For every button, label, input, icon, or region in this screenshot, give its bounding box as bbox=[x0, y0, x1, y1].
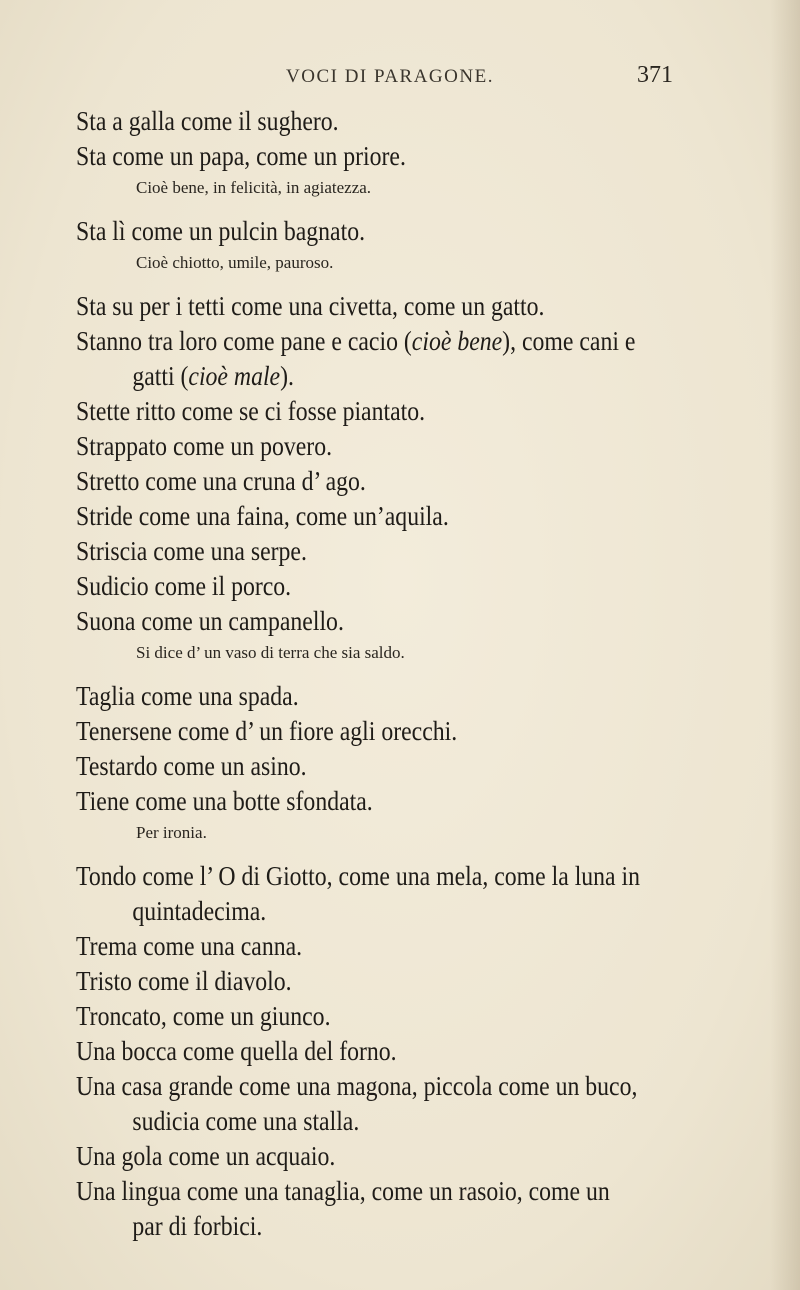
entry bbox=[76, 214, 683, 249]
entry-emphasis: cioè bene bbox=[411, 326, 503, 356]
entry-note: Per ironia. bbox=[136, 823, 207, 842]
entry-text: Testardo come un asino. bbox=[76, 751, 307, 781]
entry-text: gatti ( bbox=[132, 361, 189, 391]
entry-text: Sudicio come il porco. bbox=[76, 571, 292, 601]
page-number: 371 bbox=[637, 62, 673, 88]
entry-text: Sta come un papa, come un priore. bbox=[76, 141, 406, 171]
entry bbox=[76, 104, 683, 139]
entry-continuation: quintadecima. bbox=[132, 896, 267, 926]
entry-text: Suona come un campanello. bbox=[76, 606, 344, 636]
entry bbox=[76, 464, 683, 499]
entry-text: Una casa grande come una magona, piccola come un buco, bbox=[76, 1071, 638, 1101]
entry bbox=[76, 999, 683, 1034]
entry-text: Una lingua come una tanaglia, come un rasoio, come un bbox=[76, 1176, 610, 1206]
entry bbox=[76, 139, 683, 174]
entry bbox=[76, 929, 683, 964]
entry bbox=[76, 324, 683, 394]
entry bbox=[76, 534, 683, 569]
entry-text: Tenersene come d’ un fiore agli orecchi. bbox=[76, 716, 458, 746]
entry-text: Trema come una canna. bbox=[76, 931, 303, 961]
entry bbox=[76, 429, 683, 464]
entry bbox=[76, 714, 683, 749]
entry bbox=[76, 1174, 683, 1244]
entry-note: Si dice d’ un vaso di terra che sia saldo. bbox=[136, 643, 405, 662]
entry bbox=[76, 964, 683, 999]
entry bbox=[76, 859, 683, 929]
entry bbox=[76, 604, 683, 639]
running-head: VOCI DI PARAGONE. bbox=[286, 66, 494, 87]
entry-note: Cioè bene, in felicità, in agiatezza. bbox=[136, 178, 372, 197]
entry-text: Sta lì come un pulcin bagnato. bbox=[76, 216, 366, 246]
entry bbox=[76, 784, 683, 819]
entry-text: Tristo come il diavolo. bbox=[76, 966, 292, 996]
entry bbox=[76, 749, 683, 784]
entry bbox=[76, 289, 683, 324]
entry-text: Strappato come un povero. bbox=[76, 431, 333, 461]
entry-text: Sta su per i tetti come una civetta, come un gatto. bbox=[76, 291, 545, 321]
entry-continuation bbox=[76, 359, 683, 394]
entry-text: Sta a galla come il sughero. bbox=[76, 106, 339, 136]
entry-text: Troncato, come un giunco. bbox=[76, 1001, 331, 1031]
entry bbox=[76, 499, 683, 534]
entry-text: Taglia come una spada. bbox=[76, 681, 299, 711]
body-text bbox=[76, 104, 686, 1244]
entry-text: Una bocca come quella del forno. bbox=[76, 1036, 397, 1066]
entry-note: Cioè chiotto, umile, pauroso. bbox=[136, 253, 334, 272]
entry bbox=[76, 1139, 683, 1174]
entry-text: Stride come una faina, come un’aquila. bbox=[76, 501, 449, 531]
page-header bbox=[0, 62, 800, 92]
entry bbox=[76, 394, 683, 429]
entry-text: Una gola come un acquaio. bbox=[76, 1141, 336, 1171]
entry-text: Tondo come l’ O di Giotto, come una mela, come la luna in bbox=[76, 861, 641, 891]
entry bbox=[76, 1034, 683, 1069]
page-edge-shadow bbox=[770, 0, 800, 1290]
entry-continuation: par di forbici. bbox=[132, 1211, 263, 1241]
entry bbox=[76, 1069, 683, 1139]
entry-emphasis: cioè male bbox=[188, 361, 281, 391]
entry bbox=[76, 679, 683, 714]
entry-continuation: sudicia come una stalla. bbox=[132, 1106, 360, 1136]
entry bbox=[76, 569, 683, 604]
entry-text: Stanno tra loro come pane e cacio ( bbox=[76, 326, 412, 356]
entry-text: ), come cani e bbox=[502, 326, 636, 356]
entry-text: Striscia come una serpe. bbox=[76, 536, 307, 566]
entry-text: Stretto come una cruna d’ ago. bbox=[76, 466, 366, 496]
entry-text: Tiene come una botte sfondata. bbox=[76, 786, 373, 816]
entry-text: ). bbox=[280, 361, 294, 391]
entry-text: Stette ritto come se ci fosse piantato. bbox=[76, 396, 426, 426]
